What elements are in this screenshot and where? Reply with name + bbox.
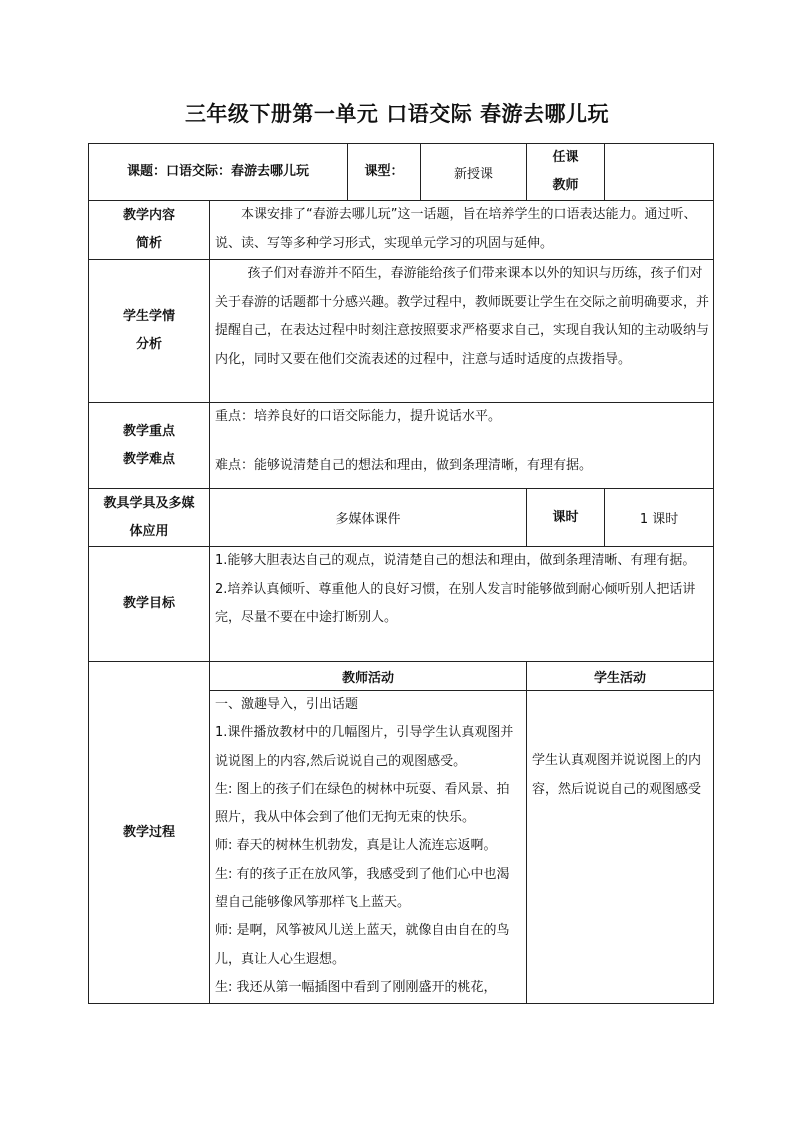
teacher-line: 师: 是啊，风筝被风儿送上蓝天，就像自由自在的鸟儿，真让人心生遐想。 [215, 923, 510, 967]
objectives-label: 教学目标 [89, 547, 210, 662]
student-analysis-row [89, 260, 714, 403]
key-focus: 重点：培养良好的口语交际能力，提升说话水平。 [215, 409, 502, 424]
media-label-2: 体应用 [129, 523, 169, 539]
student-analysis-text: 孩子们对春游并不陌生，春游能给孩子们带来课本以外的知识与历练，孩子们对关于春游的话题都十分感兴趣。教学过程中，教师既要让学生在交际之前明确要求，并提醒自己，在表达过程中时刻注意按照要求严格要求自己，实现自我认知的主动吸纳与内化，同时又要在他们交流表述的过程中，注意与适时适度的点拨指导。 [210, 260, 714, 403]
teacher-label-line1: 任课 [552, 150, 579, 165]
page-title: 三年级下册第一单元 口语交际 春游去哪儿玩 [184, 101, 610, 126]
lesson-plan-table [88, 143, 714, 1004]
student-activity-header: 学生活动 [527, 662, 714, 691]
teacher-line: 一、激趣导入，引出话题 [215, 697, 359, 712]
topic-cell: 课题：口语交际：春游去哪儿玩 [89, 144, 348, 201]
process-label: 教学过程 [89, 662, 210, 1004]
objectives-text [210, 547, 714, 662]
type-value: 新授课 [421, 144, 527, 201]
key-difficulty: 难点：能够说清楚自己的想法和理由，做到条理清晰，有理有据。 [215, 457, 593, 473]
teacher-line: 生: 有的孩子正在放风筝，我感受到了他们心中也渴望自己能够像风筝那样飞上蓝天。 [215, 866, 510, 911]
teacher-activity-text [210, 691, 527, 1004]
content-summary-row [89, 201, 714, 260]
content-summary-label-1: 教学内容 [122, 208, 175, 223]
process-header-row [89, 662, 714, 691]
key-points-row [89, 403, 714, 489]
key-points-label [89, 403, 210, 489]
key-points-label-1: 教学重点 [122, 423, 175, 439]
media-label-1: 教具学具及多媒 [103, 495, 195, 511]
teacher-value [605, 144, 714, 201]
media-row [89, 489, 714, 547]
objective-item-1: 1.能够大胆表达自己的观点，说清楚自己的想法和理由，做到条理清晰、有理有据。 [215, 553, 696, 568]
teacher-label [527, 144, 605, 201]
teacher-activity-header: 教师活动 [210, 662, 527, 691]
objectives-row [89, 547, 714, 662]
hours-label: 课时 [527, 489, 605, 547]
student-activity-text: 学生认真观图并说说图上的内容，然后说说自己的观图感受 [527, 691, 714, 1004]
key-points-text [210, 403, 714, 489]
media-value: 多媒体课件 [210, 489, 527, 547]
media-label [89, 489, 210, 547]
student-analysis-label [89, 260, 210, 403]
header-row [89, 144, 714, 201]
key-points-label-2: 教学难点 [122, 451, 175, 467]
content-summary-label [89, 201, 210, 260]
type-label: 课型： [348, 144, 421, 201]
teacher-line: 1.课件播放教材中的几幅图片，引导学生认真观图并说说图上的内容,然后说说自己的观图感受。 [215, 725, 514, 769]
content-summary-text: 本课安排了“春游去哪儿玩”这一话题，旨在培养学生的口语表达能力。通过听、说、读、写等多种学习形式，实现单元学习的巩固与延伸。 [210, 201, 714, 260]
student-analysis-label-1: 学生学情 [122, 309, 175, 324]
teacher-line: 生: 我还从第一幅插图中看到了刚刚盛开的桃花， [215, 979, 497, 995]
hours-value: 1 课时 [605, 489, 714, 547]
teacher-line: 生: 图上的孩子们在绿色的树林中玩耍、看风景、拍照片，我从中体会到了他们无拘无束的快乐。 [215, 781, 510, 826]
teacher-line: 师: 春天的树林生机勃发，真是让人流连忘返啊。 [215, 838, 497, 854]
objective-item-2: 2.培养认真倾听、尊重他人的良好习惯，在别人发言时能够做到耐心倾听别人把话讲完，尽量不要在中途打断别人。 [215, 581, 696, 625]
student-analysis-label-2: 分析 [135, 337, 162, 352]
teacher-label-line2: 教师 [552, 178, 579, 193]
content-summary-label-2: 简析 [135, 236, 162, 251]
